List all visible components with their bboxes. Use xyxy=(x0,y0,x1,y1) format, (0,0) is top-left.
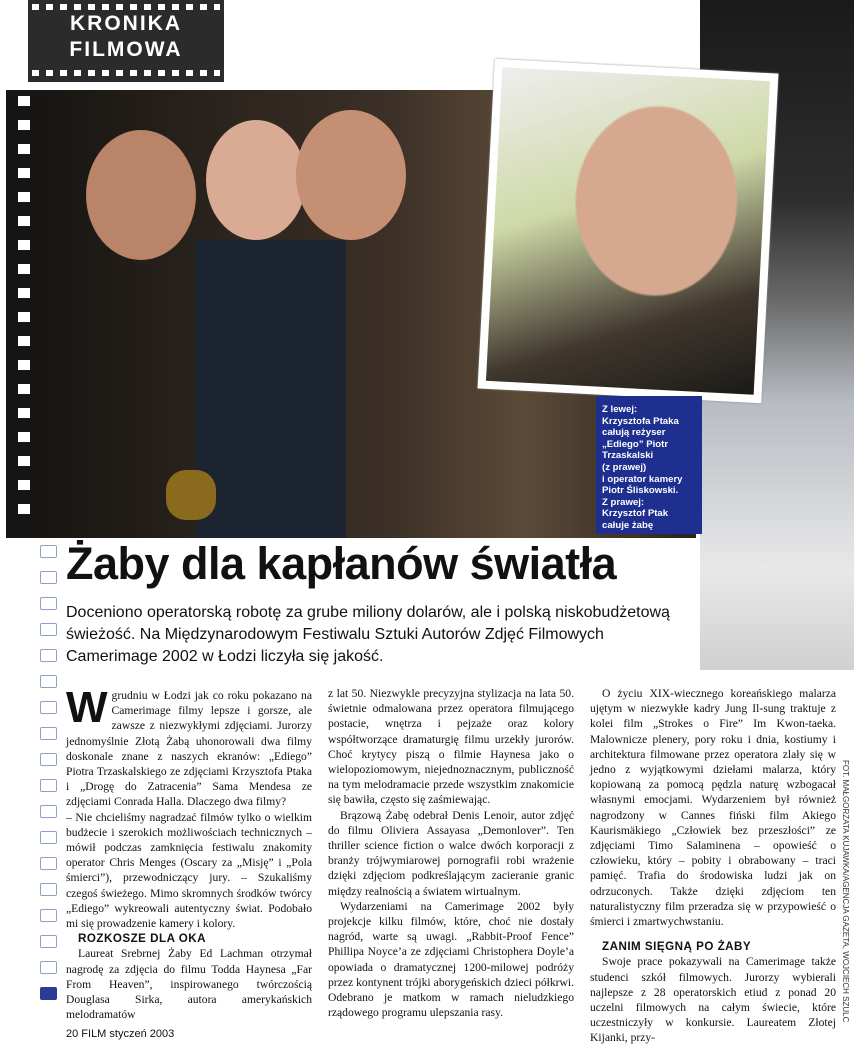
person-left xyxy=(86,130,196,260)
caption-line: Krzysztofa Ptaka xyxy=(602,415,679,427)
page-footer: 20 FILM styczeń 2003 xyxy=(66,1028,175,1040)
masthead-line-2: FILMOWA xyxy=(69,38,183,61)
subheading: ZANIM SIĘGNĄ PO ŻABY xyxy=(602,940,752,954)
masthead-line-1: KRONIKA xyxy=(70,12,182,35)
caption-line: całuje żabę xyxy=(602,519,654,531)
inset-photo-image xyxy=(486,67,770,395)
drop-cap: W xyxy=(66,683,108,732)
paragraph: Brązową Żabę odebrał Denis Lenoir, autor zdjęć do filmu Oliviera Assayasa „Demonlover”. Ten thriller science fiction o walce dwóch korporacji z branży trójwymiarowej pornografii robi wrażenie dzięki zdjęciom podkreślającym zacieranie granic między realnością a światem wirtualnym. xyxy=(328,808,574,898)
photo-credit-text: FOT. MAŁGORZATA KUJAWKA/AGENCJA GAZETA, WOJCIECH SZULC xyxy=(841,760,850,1023)
caption-line: Krzysztof Ptak xyxy=(602,508,669,520)
caption-line: i operator kamery xyxy=(602,473,683,485)
subheading: ROZKOSZE DLA OKA xyxy=(78,932,207,946)
photo-credit xyxy=(838,760,852,1060)
caption-line: Z lewej: xyxy=(602,404,638,415)
caption-line: Z prawej: xyxy=(602,496,645,508)
article-column-1 xyxy=(66,683,312,1022)
award-statuette xyxy=(166,470,216,520)
person-right xyxy=(296,110,406,240)
photo-caption xyxy=(596,396,702,534)
article-lead: Doceniono operatorską robotę za grube miliony dolarów, ale i polską niskobudżetową świeżość. Na Międzynarodowym Festiwalu Sztuki Autorów Zdjęć Filmowych Camerimage 2002 w Łodzi liczyła się jakość. xyxy=(66,604,670,665)
inset-photo xyxy=(478,59,779,403)
film-perforation-bottom xyxy=(32,70,220,76)
caption-line: Trzaskalski xyxy=(602,450,654,462)
person-center xyxy=(206,120,306,240)
caption-line: (z prawej) xyxy=(602,461,647,473)
paragraph: Swoje prace pokazywali na Camerimage także studenci szkół filmowych. Jurorzy wybierali najlepsze z 28 operatorskich etiud z ponad 20 uczelni filmowych na całym świecie, które uczestniczyły w konkursie. Laureatem Złotej Kijanki, przy- xyxy=(590,955,836,1045)
article-headline: Żaby dla kapłanów światła xyxy=(66,538,617,589)
paragraph: z lat 50. Niezwykle precyzyjna stylizacja na lata 50. świetnie odmalowana przez operatora filmującego postacie, wnętrza i pejzaże oraz kolory współtworzące dramaturgię filmu urzekły jurorów. Choć krytycy piszą o filmie Haynesa jako o wielopoziomowym, niejednoznacznym, publiczność na tym melodramacie przede wszystkim znakomicie się bawiła, często się zaśmiewając. xyxy=(328,687,574,807)
paragraph: – Nie chcieliśmy nagradzać filmów tylko o wielkim budżecie i szerokich możliwościach technicznych – mówił podczas zamknięcia festiwalu znakomity operator Chris Menges (Oscary za „Misję” i „Pola śmierci”), przewodniczący jury. – Szukaliśmy czegoś świeżego. Mimo skromnych środków twórcy „Ediego” wykreowali autentyczny świat. Podobało mi się prowadzenie kamery i kolory. xyxy=(66,810,312,931)
caption-line: Piotr Śliskowski. xyxy=(602,485,679,497)
film-perforation-top xyxy=(32,4,220,10)
shirt xyxy=(196,240,346,538)
paragraph: Laureat Srebrnej Żaby Ed Lachman otrzymał nagrodę za zdjęcia do filmu Todda Haynesa „Far From Heaven”, inspirowanego twórczością Douglasa Sirka, autora amerykańskich melodramatów xyxy=(66,947,312,1022)
paragraph: grudniu w Łodzi jak co roku pokazano na Camerimage filmy lepsze i gorsze, ale zawsze z niezwykłymi zdjęciami. Jurorzy jednomyślnie Złotą Żabą uhonorowali dwa filmy doskonale znane z naszych ekranów: „Ediego” Piotra Trzaskalskiego ze zdjęciami Krzysztofa Ptaka i „Drogę do Zatracenia” Sama Mendesa ze zdjęciami Conrada Halla. Dlaczego dwa filmy? xyxy=(66,689,312,809)
paragraph: O życiu XIX-wiecznego koreańskiego malarza ujętym w niezwykłe kadry Jung Il-sung traktuje z kolei film „Strokes o Fire” Im Kwon-taeka. Malownicze plenery, pory roku i dnia, kostiumy i architektura filmowane przez operatora zlały się w jedno z wyjątkowymi dziełami malarza, który kopiowaną za pomocą pędzla naturę wzbogacał własnymi emocjami. Wydarzeniem był również nagrodzony w Cannes fiński film Akiego Kaurismäkiego „Człowiek bez przeszłości” ze zdjęciami Timo Salaminena – opowieść o człowieku, który – pobity i obrabowany – traci pamięć. Trafia do środowiska ludzi jak on odrzuconych. Także dzięki zdjęciom ten naturalistyczny film przeradza się w przypowieść o śmierci i zmartwychwstaniu. xyxy=(590,687,836,929)
film-strip xyxy=(6,90,36,538)
caption-line: całują reżyser xyxy=(602,427,666,439)
paragraph: Wydarzeniami na Camerimage 2002 były projekcje kilku filmów, które, choć nie dostały nagród, warte są uwagi. „Rabbit-Proof Fence” Phillipa Noyce’a ze zdjęciami Christophera Doyle’a opowiada o dramatycznej 1200-milowej podróży przez kontynent trójki aborygeńskich dzieci półkrwi. Odebrano je matkom w ramach nieludzkiego rządowego programu ulepszania rasy. xyxy=(328,899,574,1020)
article-column-3 xyxy=(590,686,836,1046)
section-masthead xyxy=(28,0,224,82)
caption-line: „Ediego” Piotr xyxy=(602,438,669,450)
article-column-2 xyxy=(328,686,574,1020)
